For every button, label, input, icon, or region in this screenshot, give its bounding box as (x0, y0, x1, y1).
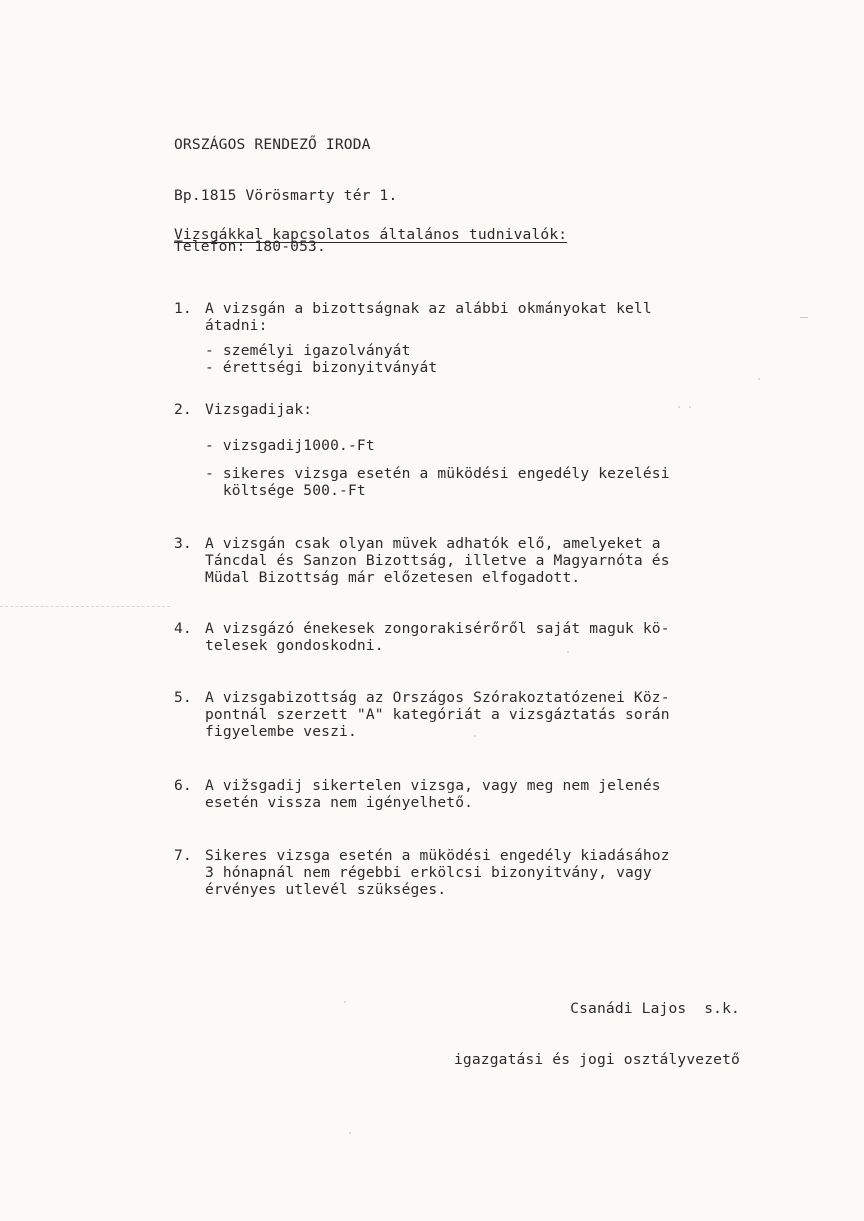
paper-speck (567, 651, 569, 653)
item-text: A vizsgázó énekesek zongorakisérőről saját maguk kö- telesek gondoskodni. (205, 620, 670, 654)
office-header (174, 102, 397, 289)
list-item-5 (174, 689, 670, 757)
signature-block (454, 966, 740, 1102)
item-number: 7. (174, 847, 192, 864)
item-number: 5. (174, 689, 192, 706)
item-text: Sikeres vizsga esetén a müködési engedély kiadásához 3 hónapnál nem régebbi erkölcsi bizonyitvány, vagy érvényes utlevél szükséges. (205, 847, 670, 898)
office-phone: Telefon: 180-053. (174, 238, 326, 255)
item-text: A vižsgadij sikertelen vizsga, vagy meg nem jelenés esetén vissza nem igényelhető. (205, 777, 661, 811)
paper-speck (474, 735, 476, 737)
item-text: A vizsgán a bizottságnak az alábbi okmányokat kell átadni: (205, 300, 652, 334)
office-name: ORSZÁGOS RENDEZŐ IRODA (174, 136, 371, 153)
list-item-1 (174, 300, 652, 402)
paper-speck (689, 406, 691, 408)
item-text: Vizsgadijak: (205, 401, 313, 418)
paper-crease-mark (0, 606, 170, 608)
paper-speck (678, 406, 680, 408)
signatory-position: igazgatási és jogi osztályvezető (454, 1051, 740, 1068)
fee-line-1: - vizsgadij1000.-Ft (205, 437, 375, 454)
item-number: 2. (174, 401, 192, 418)
list-item-3 (174, 535, 670, 603)
paper-speck (344, 1001, 346, 1003)
required-document-1: - személyi igazolványát (205, 342, 411, 359)
paper-speck (349, 1132, 351, 1134)
list-item-7 (174, 847, 670, 915)
list-item-4 (174, 620, 670, 688)
item-number: 3. (174, 535, 192, 552)
item-text: A vizsgabizottság az Országos Szórakoztatózenei Köz- pontnál szerzett "A" kategóriát a vizsgáztatás során figyelembe veszi. (205, 689, 670, 740)
document-title: Vizsgákkal kapcsolatos általános tudnivalók: (174, 226, 568, 243)
item-number: 4. (174, 620, 192, 637)
list-item-2 (174, 401, 670, 503)
fee-line-2: - sikeres vizsga esetén a müködési engedély kezelési költsége 500.-Ft (205, 465, 670, 499)
item-number: 1. (174, 300, 192, 317)
list-item-6 (174, 777, 661, 845)
item-number: 6. (174, 777, 192, 794)
required-document-2: - érettségi bizonyitványát (205, 359, 438, 376)
item-text: A vizsgán csak olyan müvek adhatók elő, amelyeket a Táncdal és Sanzon Bizottság, illetve a Magyarnóta és Müdal Bizottság már előzetesen elfogadott. (205, 535, 670, 586)
signatory-name: Csanádi Lajos s.k. (570, 1000, 740, 1017)
office-address: Bp.1815 Vörösmarty tér 1. (174, 187, 398, 204)
edge-mark (800, 317, 808, 318)
paper-speck (758, 378, 760, 380)
